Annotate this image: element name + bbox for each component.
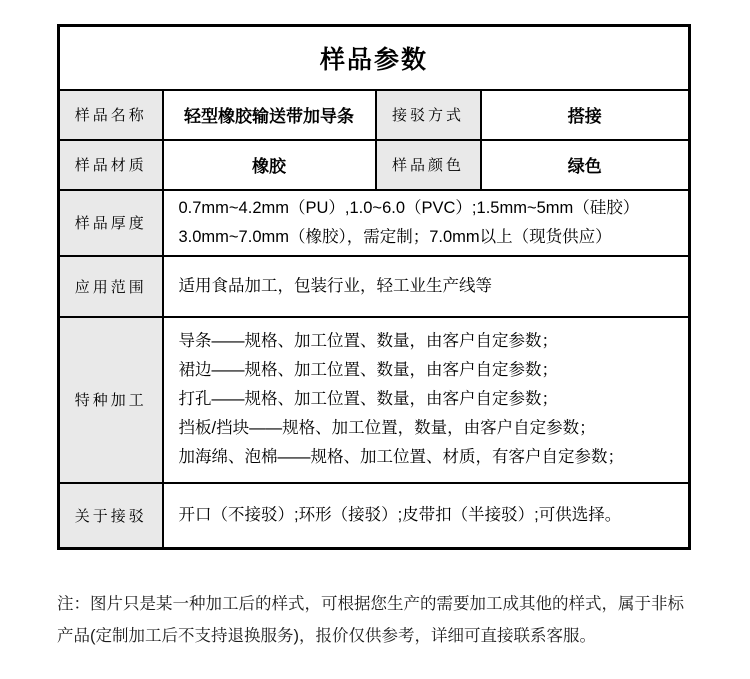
text-line: 开口（不接驳）;环形（接驳）;皮带扣（半接驳）;可供选择。 (178, 505, 622, 524)
value-about-joint (163, 483, 690, 549)
text-line: 0.7mm~4.2mm（PU）,1.0~6.0（PVC）;1.5mm~5mm（硅胶） (178, 198, 640, 217)
text-line: 注：图片只是某一种加工后的样式，可根据您生产的需要加工成其他的样式，属于非标 (57, 595, 684, 613)
label-joint-method: 接驳方式 (376, 90, 481, 140)
table-row (59, 256, 690, 317)
text-line: 裙边——规格、加工位置、数量，由客户自定参数； (178, 361, 558, 379)
value-joint-method: 搭接 (481, 90, 690, 140)
table-row (59, 90, 690, 140)
value-sample-name: 轻型橡胶输送带加导条 (163, 90, 376, 140)
text-line: 加海绵、泡棉——规格、加工位置、材质，有客户自定参数； (178, 448, 624, 466)
label-about-joint: 关于接驳 (59, 483, 163, 549)
value-sample-color: 绿色 (481, 140, 690, 190)
table-row (59, 317, 690, 483)
value-sample-material: 橡胶 (163, 140, 376, 190)
footer-note (57, 588, 707, 652)
value-application-scope (163, 256, 690, 317)
label-sample-name: 样品名称 (59, 90, 163, 140)
table-title: 样品参数 (59, 26, 690, 90)
value-sample-thickness (163, 190, 690, 256)
label-sample-color: 样品颜色 (376, 140, 481, 190)
label-application-scope: 应用范围 (59, 256, 163, 317)
text-line: 挡板/挡块——规格、加工位置，数量，由客户自定参数； (178, 419, 596, 437)
table-row-title (59, 26, 690, 90)
text-line: 3.0mm~7.0mm（橡胶），需定制；7.0mm以上（现货供应） (178, 227, 612, 246)
table-row (59, 483, 690, 549)
label-special-processing: 特种加工 (59, 317, 163, 483)
label-sample-thickness: 样品厚度 (59, 190, 163, 256)
label-sample-material: 样品材质 (59, 140, 163, 190)
text-line: 产品(定制加工后不支持退换服务)，报价仅供参考，详细可直接联系客服。 (57, 627, 596, 645)
text-line: 适用食品加工，包装行业，轻工业生产线等 (178, 276, 492, 295)
table-row (59, 140, 690, 190)
text-line: 打孔——规格、加工位置、数量，由客户自定参数； (178, 390, 558, 408)
spec-table (57, 24, 691, 550)
table-row (59, 190, 690, 256)
text-line: 导条——规格、加工位置、数量，由客户自定参数； (178, 332, 558, 350)
value-special-processing (163, 317, 690, 483)
